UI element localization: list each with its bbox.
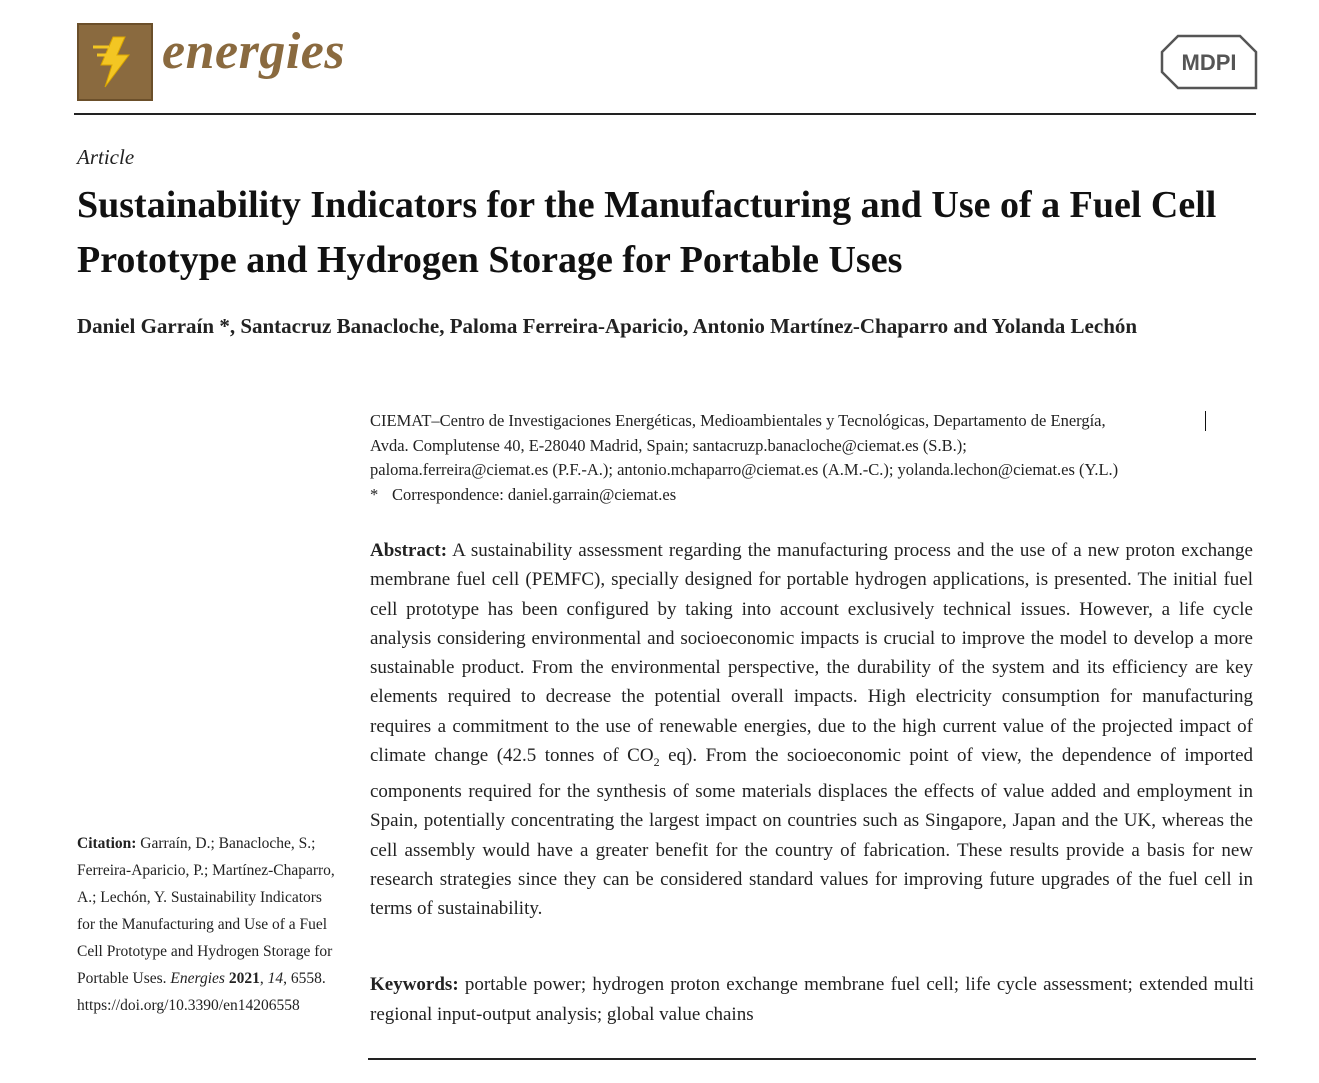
keywords-label: Keywords:	[370, 974, 459, 995]
affiliation-line: CIEMAT–Centro de Investigaciones Energéticas, Medioambientales y Tecnológicas, Departamento de Energía,	[370, 411, 1106, 430]
affiliation-line: Avda. Complutense 40, E-28040 Madrid, Spain; santacruzp.banacloche@ciemat.es (S.B.);	[370, 435, 967, 455]
subscript: 2	[653, 754, 660, 769]
article-title: Sustainability Indicators for the Manufacturing and Use of a Fuel Cell Prototype and Hydrogen Storage for Portable Uses	[77, 184, 1217, 281]
citation-journal: Energies	[170, 970, 225, 987]
correspondence-email: Correspondence: daniel.garrain@ciemat.es	[392, 484, 677, 504]
journal-name: energies	[162, 23, 346, 80]
affiliation-block	[370, 409, 1260, 507]
citation-block	[77, 830, 342, 1019]
citation-year: 2021	[228, 970, 260, 987]
citation-sep: ,	[259, 970, 268, 987]
author-list: Daniel Garraín *, Santacruz Banacloche, Paloma Ferreira-Aparicio, Antonio Martínez-Chaparro and Yolanda Lechón	[77, 314, 1138, 338]
keywords-text: portable power; hydrogen proton exchange membrane fuel cell; life cycle assessment; extended multi regional input-output analysis; global value chains	[370, 974, 1254, 1025]
header-divider	[74, 113, 1256, 115]
abstract-text-cont: eq). From the socioeconomic point of view, the dependence of imported components required for the synthesis of some materials displaces the effects of value added and employment in Spain, potentially concentrating the largest impact on countries such as Singapore, Japan and the UK, whereas the cell assembly would have a greater benefit for the country of fabrication. These results provide a basis for new research strategies since they can be considered standard values for improving future upgrades of the fuel cell in terms of sustainability.	[370, 745, 1254, 920]
affiliation-line: paloma.ferreira@ciemat.es (P.F.-A.); antonio.mchaparro@ciemat.es (A.M.-C.); yolanda.lechon@ciemat.es (Y.L.)	[370, 460, 1119, 479]
citation-doi[interactable]: , 6558. https://doi.org/10.3390/en14206558	[77, 970, 326, 1014]
publisher-logo	[1158, 30, 1258, 94]
abstract-label: Abstract:	[370, 540, 448, 561]
correspondence-marker: *	[370, 484, 379, 504]
citation-volume: 14	[267, 970, 284, 987]
text-cursor	[1205, 411, 1206, 431]
citation-text: Garraín, D.; Banacloche, S.; Ferreira-Aparicio, P.; Martínez-Chaparro, A.; Lechón, Y. Sustainability Indicators for the Manufacturing and Use of a Fuel Cell Prototype and Hydrogen Storage for Portable Uses.	[77, 835, 335, 987]
keywords	[370, 970, 1254, 1029]
footer-divider	[368, 1058, 1256, 1060]
abstract-text: A sustainability assessment regarding the manufacturing process and the use of a new proton exchange membrane fuel cell (PEMFC), specially designed for portable hydrogen applications, is presented. The initial fuel cell prototype has been configured by taking into account exclusively technical issues. However, a life cycle analysis considering environmental and socioeconomic impacts is crucial to improve the model to develop a more sustainable product. From the environmental perspective, the durability of the system and its efficiency are key elements required to decrease the potential overall impacts. High electricity consumption for manufacturing requires a commitment to the use of renewable energies, due to the high current value of the projected impact of climate change (42.5 tonnes of CO	[370, 540, 1253, 767]
article-type: Article	[77, 145, 135, 169]
publisher-name: MDPI	[1181, 50, 1237, 75]
citation-label: Citation:	[77, 835, 137, 852]
abstract	[370, 536, 1253, 924]
journal-logo-icon	[77, 23, 153, 101]
